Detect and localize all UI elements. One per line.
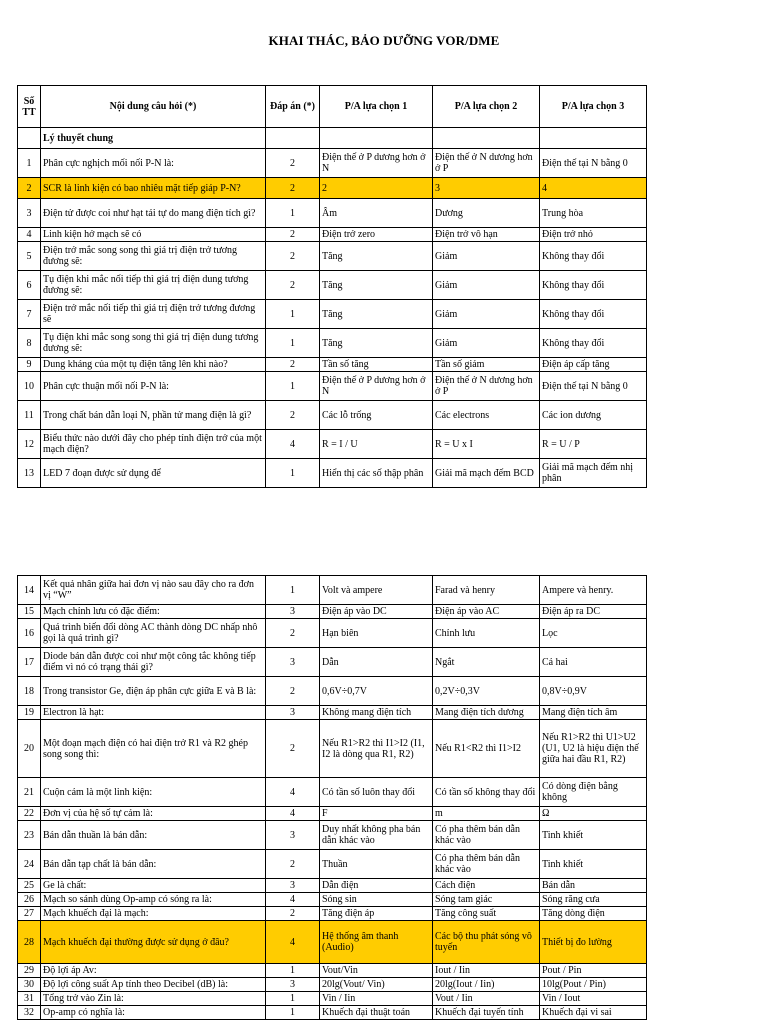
- option-1: Vin / Iin: [320, 992, 433, 1006]
- option-3: Ω: [540, 807, 647, 821]
- option-2: 20lg(Iout / Iin): [433, 978, 540, 992]
- option-3: Nếu R1>R2 thì U1>U2 (U1, U2 là hiệu điện thế giữa hai đầu R1, R2): [540, 720, 647, 778]
- question-number: 18: [18, 677, 41, 706]
- answer-number: 2: [266, 720, 320, 778]
- table-row: [18, 199, 647, 228]
- option-2: Giảm: [433, 271, 540, 300]
- answer-number: 2: [266, 178, 320, 199]
- question-number: 14: [18, 576, 41, 605]
- option-1: Hiển thị các số thập phân: [320, 459, 433, 488]
- question-number: 27: [18, 907, 41, 921]
- question-text: Điện trở mắc song song thì giá trị điện trở tương đương sẽ:: [41, 242, 266, 271]
- question-text: Điện trở mắc nối tiếp thì giá trị điện trở tương đương sẽ: [41, 300, 266, 329]
- question-text: Độ lợi công suất Ap tính theo Decibel (dB) là:: [41, 978, 266, 992]
- question-text: Phân cực nghịch mối nối P-N là:: [41, 149, 266, 178]
- answer-number: 1: [266, 964, 320, 978]
- table-row: [18, 807, 647, 821]
- option-1: Âm: [320, 199, 433, 228]
- option-3: Các ion dương: [540, 401, 647, 430]
- option-1: Điện trở zero: [320, 228, 433, 242]
- question-text: Ge là chất:: [41, 879, 266, 893]
- answer-number: 2: [266, 907, 320, 921]
- option-1: Điện thế ở P dương hơn ở N: [320, 149, 433, 178]
- option-3: Không thay đổi: [540, 329, 647, 358]
- answer-number: 2: [266, 358, 320, 372]
- answer-number: 2: [266, 149, 320, 178]
- question-number: 23: [18, 821, 41, 850]
- answer-number: 2: [266, 619, 320, 648]
- question-text: Op-amp có nghĩa là:: [41, 1006, 266, 1020]
- option-2: Điện thế ở N dương hơn ở P: [433, 372, 540, 401]
- option-2: Giải mã mạch đếm BCD: [433, 459, 540, 488]
- question-number: 19: [18, 706, 41, 720]
- answer-number: 3: [266, 648, 320, 677]
- header-option-2: P/A lựa chọn 2: [433, 86, 540, 128]
- option-3: Khuếch đại vi sai: [540, 1006, 647, 1020]
- option-1: Có tần số luôn thay đổi: [320, 778, 433, 807]
- answer-number: 2: [266, 677, 320, 706]
- option-1: Volt và ampere: [320, 576, 433, 605]
- option-3: R = U / P: [540, 430, 647, 459]
- option-3: Giải mã mạch đếm nhị phân: [540, 459, 647, 488]
- option-2: R = U x I: [433, 430, 540, 459]
- option-1: Tăng điện áp: [320, 907, 433, 921]
- answer-number: 1: [266, 992, 320, 1006]
- question-text: Tổng trở vào Zin là:: [41, 992, 266, 1006]
- option-2: Ngắt: [433, 648, 540, 677]
- table-row: [18, 893, 647, 907]
- option-1: Duy nhất không pha bán dẫn khác vào: [320, 821, 433, 850]
- question-number: 13: [18, 459, 41, 488]
- table-row: [18, 879, 647, 893]
- option-3: Ampere và henry.: [540, 576, 647, 605]
- table-row: [18, 430, 647, 459]
- option-3: Điện thế tại N bằng 0: [540, 372, 647, 401]
- question-number: 28: [18, 921, 41, 964]
- answer-number: 3: [266, 821, 320, 850]
- answer-number: 4: [266, 893, 320, 907]
- option-3: 10lg(Pout / Pin): [540, 978, 647, 992]
- option-2: Chỉnh lưu: [433, 619, 540, 648]
- question-number: 31: [18, 992, 41, 1006]
- option-3: Không thay đổi: [540, 300, 647, 329]
- option-2: Điện thế ở N dương hơn ở P: [433, 149, 540, 178]
- question-text: Điện tử được coi như hạt tải tự do mang điện tích gì?: [41, 199, 266, 228]
- question-number: 8: [18, 329, 41, 358]
- question-text: Tụ điện khi mắc nối tiếp thì giá trị điện dung tương đương sẽ:: [41, 271, 266, 300]
- question-number: 22: [18, 807, 41, 821]
- question-number: 32: [18, 1006, 41, 1020]
- table-row: [18, 459, 647, 488]
- option-1: Sóng sin: [320, 893, 433, 907]
- option-2: Các bộ thu phát sóng vô tuyến: [433, 921, 540, 964]
- answer-number: 4: [266, 921, 320, 964]
- option-3: Bán dẫn: [540, 879, 647, 893]
- option-2: Giảm: [433, 300, 540, 329]
- table-row: [18, 605, 647, 619]
- question-number: 29: [18, 964, 41, 978]
- answer-number: 2: [266, 401, 320, 430]
- option-2: Giảm: [433, 329, 540, 358]
- table-row: [18, 907, 647, 921]
- option-1: Các lỗ trống: [320, 401, 433, 430]
- question-text: Tụ điện khi mắc song song thì giá trị điện dung tương đương sẽ:: [41, 329, 266, 358]
- questions-table-2: [17, 575, 647, 1020]
- option-1: R = I / U: [320, 430, 433, 459]
- option-3: Sóng răng cưa: [540, 893, 647, 907]
- option-2: Điện trở vô hạn: [433, 228, 540, 242]
- option-3: Điện thế tại N bằng 0: [540, 149, 647, 178]
- option-1: Thuần: [320, 850, 433, 879]
- option-1: Tần số tăng: [320, 358, 433, 372]
- question-text: SCR là linh kiện có bao nhiêu mặt tiếp giáp P-N?: [41, 178, 266, 199]
- answer-number: 1: [266, 576, 320, 605]
- question-number: 10: [18, 372, 41, 401]
- table-row: [18, 242, 647, 271]
- option-2: Sóng tam giác: [433, 893, 540, 907]
- option-3: Lọc: [540, 619, 647, 648]
- table-row: [18, 271, 647, 300]
- table-row: [18, 778, 647, 807]
- question-text: Mạch khuếch đại là mạch:: [41, 907, 266, 921]
- option-3: Thiết bị đo lường: [540, 921, 647, 964]
- question-text: Một đoạn mạch điện có hai điện trở R1 và R2 ghép song song thì:: [41, 720, 266, 778]
- option-2: Giảm: [433, 242, 540, 271]
- option-3: Tinh khiết: [540, 821, 647, 850]
- option-2: Iout / Iin: [433, 964, 540, 978]
- questions-table-1: [17, 85, 647, 488]
- question-number: 7: [18, 300, 41, 329]
- answer-number: 4: [266, 778, 320, 807]
- table-row: [18, 850, 647, 879]
- answer-number: 2: [266, 850, 320, 879]
- option-1: Điện áp vào DC: [320, 605, 433, 619]
- answer-number: 4: [266, 430, 320, 459]
- option-1: Hệ thống âm thanh (Audio): [320, 921, 433, 964]
- question-number: 20: [18, 720, 41, 778]
- question-number: 9: [18, 358, 41, 372]
- question-text: Cuộn cảm là một linh kiện:: [41, 778, 266, 807]
- answer-number: 3: [266, 706, 320, 720]
- question-number: 16: [18, 619, 41, 648]
- question-text: Độ lợi áp Av:: [41, 964, 266, 978]
- table-row: [18, 978, 647, 992]
- document-title: KHAI THÁC, BẢO DƯỠNG VOR/DME: [268, 33, 500, 48]
- option-3: Tăng dòng điện: [540, 907, 647, 921]
- table-row: [18, 964, 647, 978]
- option-3: 4: [540, 178, 647, 199]
- question-text: Mạch chỉnh lưu có đặc điểm:: [41, 605, 266, 619]
- table-row: [18, 358, 647, 372]
- question-number: 15: [18, 605, 41, 619]
- option-1: Dẫn: [320, 648, 433, 677]
- option-2: 0,2V÷0,3V: [433, 677, 540, 706]
- question-text: Mạch khuếch đại thường được sử dụng ở đâu?: [41, 921, 266, 964]
- question-text: Kết quả nhân giữa hai đơn vị nào sau đây cho ra đơn vị “W”: [41, 576, 266, 605]
- question-number: 1: [18, 149, 41, 178]
- question-text: Linh kiện hở mạch sẽ có: [41, 228, 266, 242]
- question-number: 11: [18, 401, 41, 430]
- question-text: Electron là hạt:: [41, 706, 266, 720]
- table-row: [18, 648, 647, 677]
- question-text: Bán dẫn thuần là bán dẫn:: [41, 821, 266, 850]
- option-1: Tăng: [320, 300, 433, 329]
- option-2: Cách điện: [433, 879, 540, 893]
- option-3: Điện áp cấp tăng: [540, 358, 647, 372]
- question-number: 17: [18, 648, 41, 677]
- question-text: Trong transistor Ge, điện áp phân cực giữa E và B là:: [41, 677, 266, 706]
- option-2: 3: [433, 178, 540, 199]
- header-stt: Số TT: [18, 86, 41, 128]
- option-3: Không thay đổi: [540, 242, 647, 271]
- option-3: Có dòng điện bằng không: [540, 778, 647, 807]
- table-row: [18, 992, 647, 1006]
- answer-number: 3: [266, 605, 320, 619]
- question-number: 25: [18, 879, 41, 893]
- table-row: [18, 619, 647, 648]
- option-2: Điện áp vào AC: [433, 605, 540, 619]
- option-1: 20lg(Vout/ Vin): [320, 978, 433, 992]
- table-row: [18, 178, 647, 199]
- answer-number: 1: [266, 1006, 320, 1020]
- answer-number: 1: [266, 199, 320, 228]
- section-title: Lý thuyết chung: [41, 128, 266, 149]
- option-3: 0,8V÷0,9V: [540, 677, 647, 706]
- question-number: 6: [18, 271, 41, 300]
- option-1: Vout/Vin: [320, 964, 433, 978]
- table-row: [18, 401, 647, 430]
- option-2: Có tần số không thay đổi: [433, 778, 540, 807]
- header-option-1: P/A lựa chọn 1: [320, 86, 433, 128]
- option-3: Mang điện tích âm: [540, 706, 647, 720]
- question-number: 21: [18, 778, 41, 807]
- header-row: [18, 86, 647, 128]
- answer-number: 1: [266, 459, 320, 488]
- question-text: LED 7 đoạn được sử dụng để: [41, 459, 266, 488]
- option-1: Dẫn điện: [320, 879, 433, 893]
- table-row: [18, 149, 647, 178]
- option-1: F: [320, 807, 433, 821]
- question-text: Đơn vị của hệ số tự cảm là:: [41, 807, 266, 821]
- question-text: Trong chất bán dẫn loại N, phần tử mang điện là gì?: [41, 401, 266, 430]
- option-3: Điện áp ra DC: [540, 605, 647, 619]
- question-number: 2: [18, 178, 41, 199]
- question-number: 5: [18, 242, 41, 271]
- option-1: Tăng: [320, 242, 433, 271]
- header-question: Nội dung câu hỏi (*): [41, 86, 266, 128]
- header-option-3: P/A lựa chọn 3: [540, 86, 647, 128]
- answer-number: 4: [266, 807, 320, 821]
- option-2: Dương: [433, 199, 540, 228]
- option-3: Vin / Iout: [540, 992, 647, 1006]
- option-2: Vout / Iin: [433, 992, 540, 1006]
- answer-number: 1: [266, 329, 320, 358]
- table-row: [18, 720, 647, 778]
- answer-number: 1: [266, 372, 320, 401]
- table-row: [18, 329, 647, 358]
- table-row: [18, 921, 647, 964]
- question-text: Phân cực thuận mối nối P-N là:: [41, 372, 266, 401]
- option-2: Tăng công suất: [433, 907, 540, 921]
- option-3: Trung hòa: [540, 199, 647, 228]
- answer-number: 2: [266, 228, 320, 242]
- answer-number: 3: [266, 978, 320, 992]
- table-row: [18, 300, 647, 329]
- answer-number: 1: [266, 300, 320, 329]
- question-number: 26: [18, 893, 41, 907]
- option-2: Nếu R1<R2 thì I1>I2: [433, 720, 540, 778]
- table-row: [18, 576, 647, 605]
- question-text: Diode bán dẫn được coi như một công tắc không tiếp điểm vì nó có trạng thái gì?: [41, 648, 266, 677]
- answer-number: 2: [266, 242, 320, 271]
- option-2: Mang điện tích dương: [433, 706, 540, 720]
- option-3: Cả hai: [540, 648, 647, 677]
- answer-number: 3: [266, 879, 320, 893]
- option-2: Khuếch đại tuyến tính: [433, 1006, 540, 1020]
- option-3: Tinh khiết: [540, 850, 647, 879]
- option-1: Không mang điện tích: [320, 706, 433, 720]
- option-1: Tăng: [320, 271, 433, 300]
- option-2: Có pha thêm bán dẫn khác vào: [433, 850, 540, 879]
- question-number: 4: [18, 228, 41, 242]
- option-2: Các electrons: [433, 401, 540, 430]
- option-1: Nếu R1>R2 thì I1>I2 (I1, I2 là dòng qua R1, R2): [320, 720, 433, 778]
- option-1: Hạn biên: [320, 619, 433, 648]
- table-row: [18, 1006, 647, 1020]
- question-number: 12: [18, 430, 41, 459]
- section-row: [18, 128, 647, 149]
- option-3: Không thay đổi: [540, 271, 647, 300]
- option-1: Tăng: [320, 329, 433, 358]
- question-number: 30: [18, 978, 41, 992]
- option-2: Farad và henry: [433, 576, 540, 605]
- table-row: [18, 821, 647, 850]
- option-1: Khuếch đại thuật toán: [320, 1006, 433, 1020]
- option-2: Tần số giảm: [433, 358, 540, 372]
- table-row: [18, 228, 647, 242]
- table-row: [18, 372, 647, 401]
- question-text: Dung kháng của một tụ điện tăng lên khi nào?: [41, 358, 266, 372]
- table-row: [18, 706, 647, 720]
- option-2: m: [433, 807, 540, 821]
- option-2: Có pha thêm bán dẫn khác vào: [433, 821, 540, 850]
- option-1: Điện thế ở P dương hơn ở N: [320, 372, 433, 401]
- question-text: Bán dẫn tạp chất là bán dẫn:: [41, 850, 266, 879]
- table-row: [18, 677, 647, 706]
- option-1: 2: [320, 178, 433, 199]
- option-1: 0,6V÷0,7V: [320, 677, 433, 706]
- answer-number: 2: [266, 271, 320, 300]
- question-number: 24: [18, 850, 41, 879]
- header-answer: Đáp án (*): [266, 86, 320, 128]
- question-number: 3: [18, 199, 41, 228]
- question-text: Biểu thức nào dưới đây cho phép tính điện trở của một mạch điện?: [41, 430, 266, 459]
- option-3: Điện trở nhỏ: [540, 228, 647, 242]
- option-3: Pout / Pin: [540, 964, 647, 978]
- question-text: Quá trình biến đổi dòng AC thành dòng DC nhấp nhô gọi là quá trình gì?: [41, 619, 266, 648]
- question-text: Mạch so sánh dùng Op-amp có sóng ra là:: [41, 893, 266, 907]
